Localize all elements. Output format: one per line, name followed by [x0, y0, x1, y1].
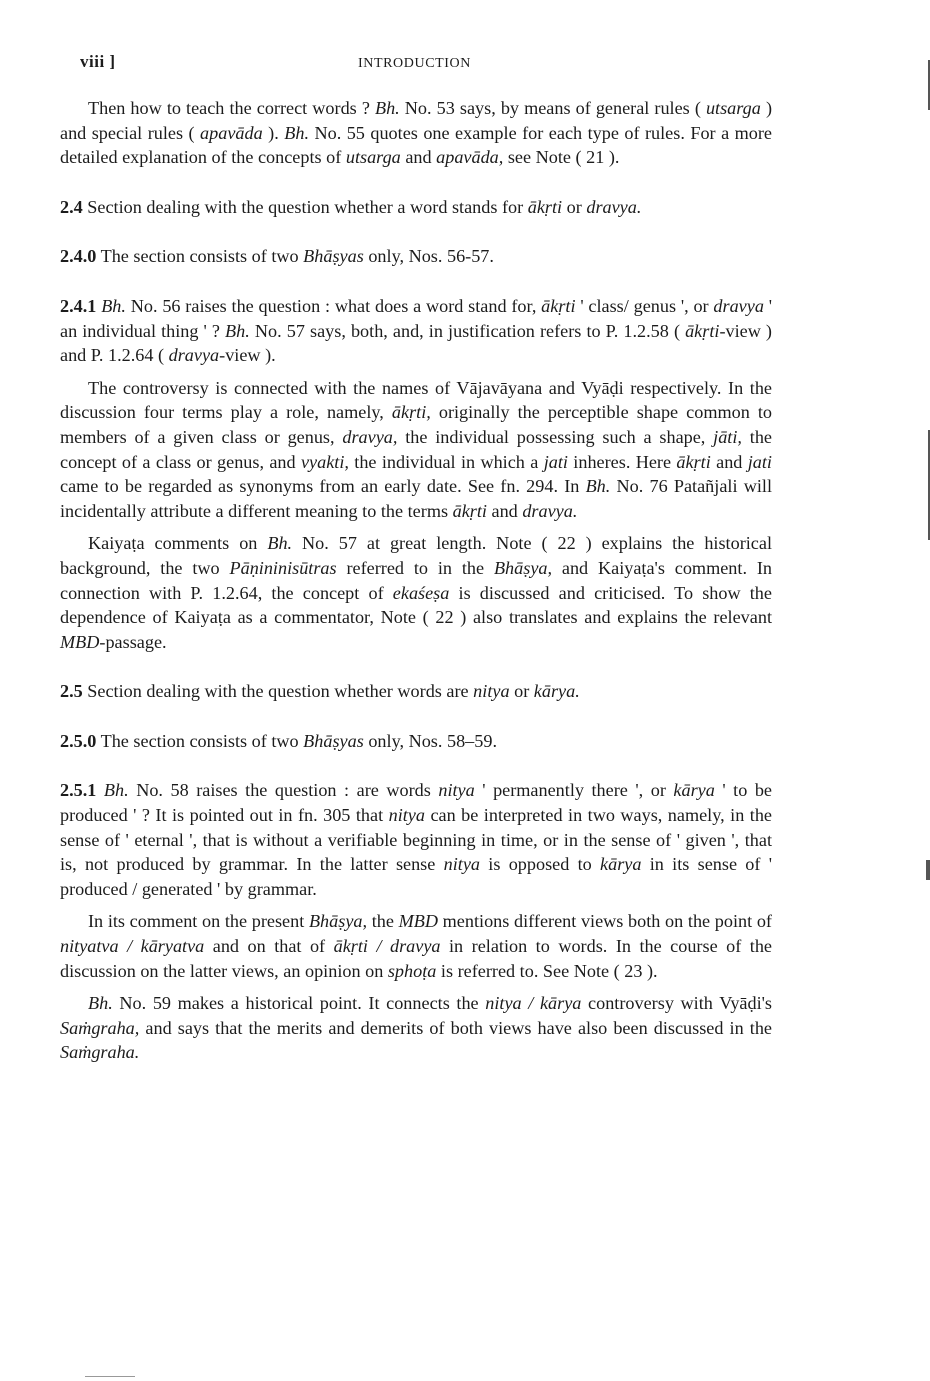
bottom-edge-mark: [85, 1376, 135, 1377]
section-2-4-0: 2.4.0 The section consists of two Bhāṣyas only, Nos. 56-57.: [60, 246, 494, 267]
paragraph-mbd-comment: In its comment on the present Bhāṣya, the MBD mentions different views both on the point of nityatva / kāryatva and on that of ākṛti / dravya in relation to words. In the course of the discussion on the latter views, an opinion on sphoṭa is referred to. See Note ( 23 ).: [60, 911, 772, 981]
paragraph-teaching-words: Then how to teach the correct words ? Bh. No. 53 says, by means of general rules ( utsarga ) and special rules ( apavāda ). Bh. No. 55 quotes one example for each type of rules. For a more detailed explanation of the concepts of utsarga and apavāda, see Note ( 21 ).: [60, 98, 772, 168]
section-2-5-0: 2.5.0 The section consists of two Bhāṣyas only, Nos. 58–59.: [60, 730, 497, 751]
page-number: viii ]: [80, 52, 116, 71]
page-header: [60, 48, 772, 74]
section-heading-2-4: 2.4 Section dealing with the question whether a word stands for ākṛti or dravya.: [60, 196, 642, 217]
book-page: [60, 48, 772, 1065]
section-2-5-1: 2.5.1 Bh. No. 58 raises the question : are words nitya ' permanently there ', or kārya ' to be produced ' ? It is pointed out in fn. 305 that nitya can be interpreted in two ways, namely, in the sense of ' eternal ', that is without a verifiable beginning in time, or in the sense of ' given ', that is, not produced by grammar. In the latter sense nitya is opposed to kārya in its sense of ' produced / generated ' by grammar.: [60, 780, 773, 899]
paragraph-kaiyata: Kaiyaṭa comments on Bh. No. 57 at great length. Note ( 22 ) explains the historical background, the two Pāṇininisūtras referred to in the Bhāṣya, and Kaiyaṭa's comment. In connection with P. 1.2.64, the concept of ekaśeṣa is discussed and criticised. To show the dependence of Kaiyaṭa as a commentator, Note ( 22 ) also translates and explains the relevant MBD-passage.: [60, 533, 772, 652]
paragraph-controversy: The controversy is connected with the names of Vājavāyana and Vyāḍi respectively. In the discussion four terms play a role, namely, ākṛti, originally the perceptible shape common to members of a given class or genus, dravya, the individual possessing such a shape, jāti, the concept of a class or genus, and vyakti, the individual in which a jati inheres. Here ākṛti and jati came to be regarded as synonyms from an early date. See fn. 294. In Bh. No. 76 Patañjali will incidentally attribute a different meaning to the terms ākṛti and dravya.: [60, 377, 772, 521]
paragraph-samgraha: Bh. No. 59 makes a historical point. It connects the nitya / kārya controversy with Vyāḍi's Saṁgraha, and says that the merits and demerits of both views have also been discussed in the Saṁgraha.: [60, 993, 772, 1063]
section-heading-2-5: 2.5 Section dealing with the question whether words are nitya or kārya.: [60, 681, 580, 702]
margin-line-mark: [926, 860, 930, 880]
running-head: INTRODUCTION: [358, 56, 471, 71]
section-2-4-1: 2.4.1 Bh. No. 56 raises the question : what does a word stand for, ākṛti ' class/ genus ', or dravya ' an individual thing ' ? Bh. No. 57 says, both, and, in justification refers to P. 1.2.58 ( ākṛti-view ) and P. 1.2.64 ( dravya-view ).: [60, 295, 773, 366]
